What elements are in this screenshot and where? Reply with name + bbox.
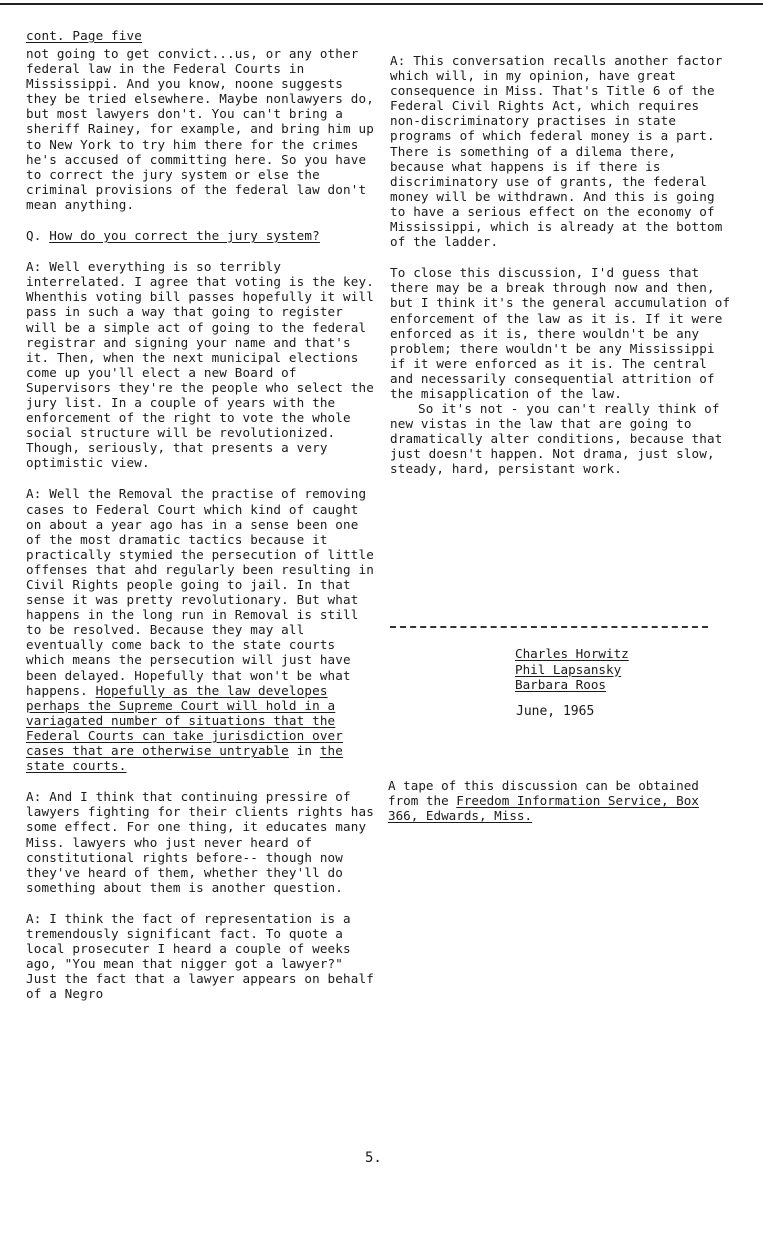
right-paragraph-1: A: This conversation recalls another factor which will, in my opinion, have great consequence in Miss. That's Title 6 of the Federal Civil Rights Act, which requires non-discriminatory practises in state programs of which federal money is a part. There is something of a dilema there, because what happens is if there is discriminatory use of grants, the federal money will be withdrawn. And this is going to have a serious effect on the economy of Mississippi, which is already at the bottom of the ladder.	[390, 53, 723, 250]
tape-note-address: Freedom Information Service, Box 366, Edwards, Miss.	[388, 792, 699, 823]
signature-block	[515, 646, 629, 693]
removal-underlined-end: the state courts.	[26, 743, 344, 774]
removal-underlined: Hopefully as the law developes perhaps the Supreme Court will hold in a variagated number of situations that the Federal Courts can take jurisdiction over cases that are otherwise untryable	[26, 682, 344, 759]
left-paragraph-2: A: Well everything is so terribly interrelated. I agree that voting is the key. Whenthis voting bill passes hopefully it will pass in such a way that going to register will be a simple act of going to the federal registrar and signing your name and that's it. Then, when the next municipal elections come up you'll elect a new Board of Supervisors they're the people who select the jury list. In a couple of years with the enforcement of the right to vote the whole social structure will be revolutionized. Though, seriously, that presents a very optimistic view.	[26, 259, 374, 471]
continuation-header: cont. Page five	[26, 28, 142, 43]
right-column	[390, 53, 735, 477]
left-paragraph-1: not going to get convict...us, or any other federal law in the Federal Courts in Mississippi. And you know, noone suggests they be tried elsewhere. Maybe nonlawyers do, but most lawyers don't. You can't bring a sheriff Rainey, for example, and bring him up to New York to try him there for the crimes he's accused of committing here. So you have to correct the jury system or else the criminal provisions of the federal law don't mean anything.	[26, 46, 374, 212]
question-line	[26, 228, 376, 243]
removal-tail: in	[288, 743, 320, 759]
left-column	[26, 30, 376, 1001]
tape-note	[388, 778, 733, 823]
question-prefix: Q.	[26, 228, 50, 244]
section-divider	[390, 626, 708, 628]
question-text: How do you correct the jury system?	[49, 228, 320, 244]
right-paragraph-2: To close this discussion, I'd guess that there may be a break through now and then, but I think it's the general accumulation of enforcement of the law as it is. If it were enforced as it is, there wouldn't be any problem; there wouldn't be any Mississippi if it were enforced as it is. The central and necessarily consequential attrition of the misapplication of the law.	[390, 265, 731, 401]
signature-name: Phil Lapsansky	[515, 661, 622, 677]
left-paragraph-4: A: And I think that continuing pressire of lawyers fighting for their clients rights has some effect. For one thing, it educates many Miss. lawyers who just never heard of constitutional rights before-- though now they've heard of them, whether they'll do something about them is another question.	[26, 789, 374, 895]
tape-note-text: A tape of this discussion can be obtained from the	[388, 777, 699, 808]
left-paragraph-5: A: I think the fact of representation is a tremendously significant fact. To quote a local prosecuter I heard a couple of weeks ago, "You mean that nigger got a lawyer?" Just the fact that a lawyer appears on behalf of a Negro	[26, 910, 374, 1002]
signature-name: Charles Horwitz	[515, 646, 629, 661]
signature-name: Barbara Roos	[515, 677, 606, 692]
signature-date: June, 1965	[516, 704, 595, 719]
right-paragraph-3: So it's not - you can't really think of new vistas in the law that are going to dramatically alter conditions, because that just doesn't happen. Not drama, just slow, steady, hard, persistant work.	[390, 401, 723, 477]
top-rule	[0, 3, 763, 5]
left-paragraph-3	[26, 486, 376, 773]
removal-text: A: Well the Removal the practise of removing cases to Federal Court which kind of caught on about a year ago has in a sense been one of the most dramatic tactics because it practically stymied the persecution of little offenses that ahd regularly been resulting in Civil Rights people going to jail. In that sense it was pretty revolutionary. But what happens in the long run in Removal is still to be resolved. Because they may all eventually come back to the state courts which means the persecution will just have been delayed. Hopefully that won't be what happens.	[26, 486, 374, 698]
page-number: 5.	[365, 1150, 382, 1166]
